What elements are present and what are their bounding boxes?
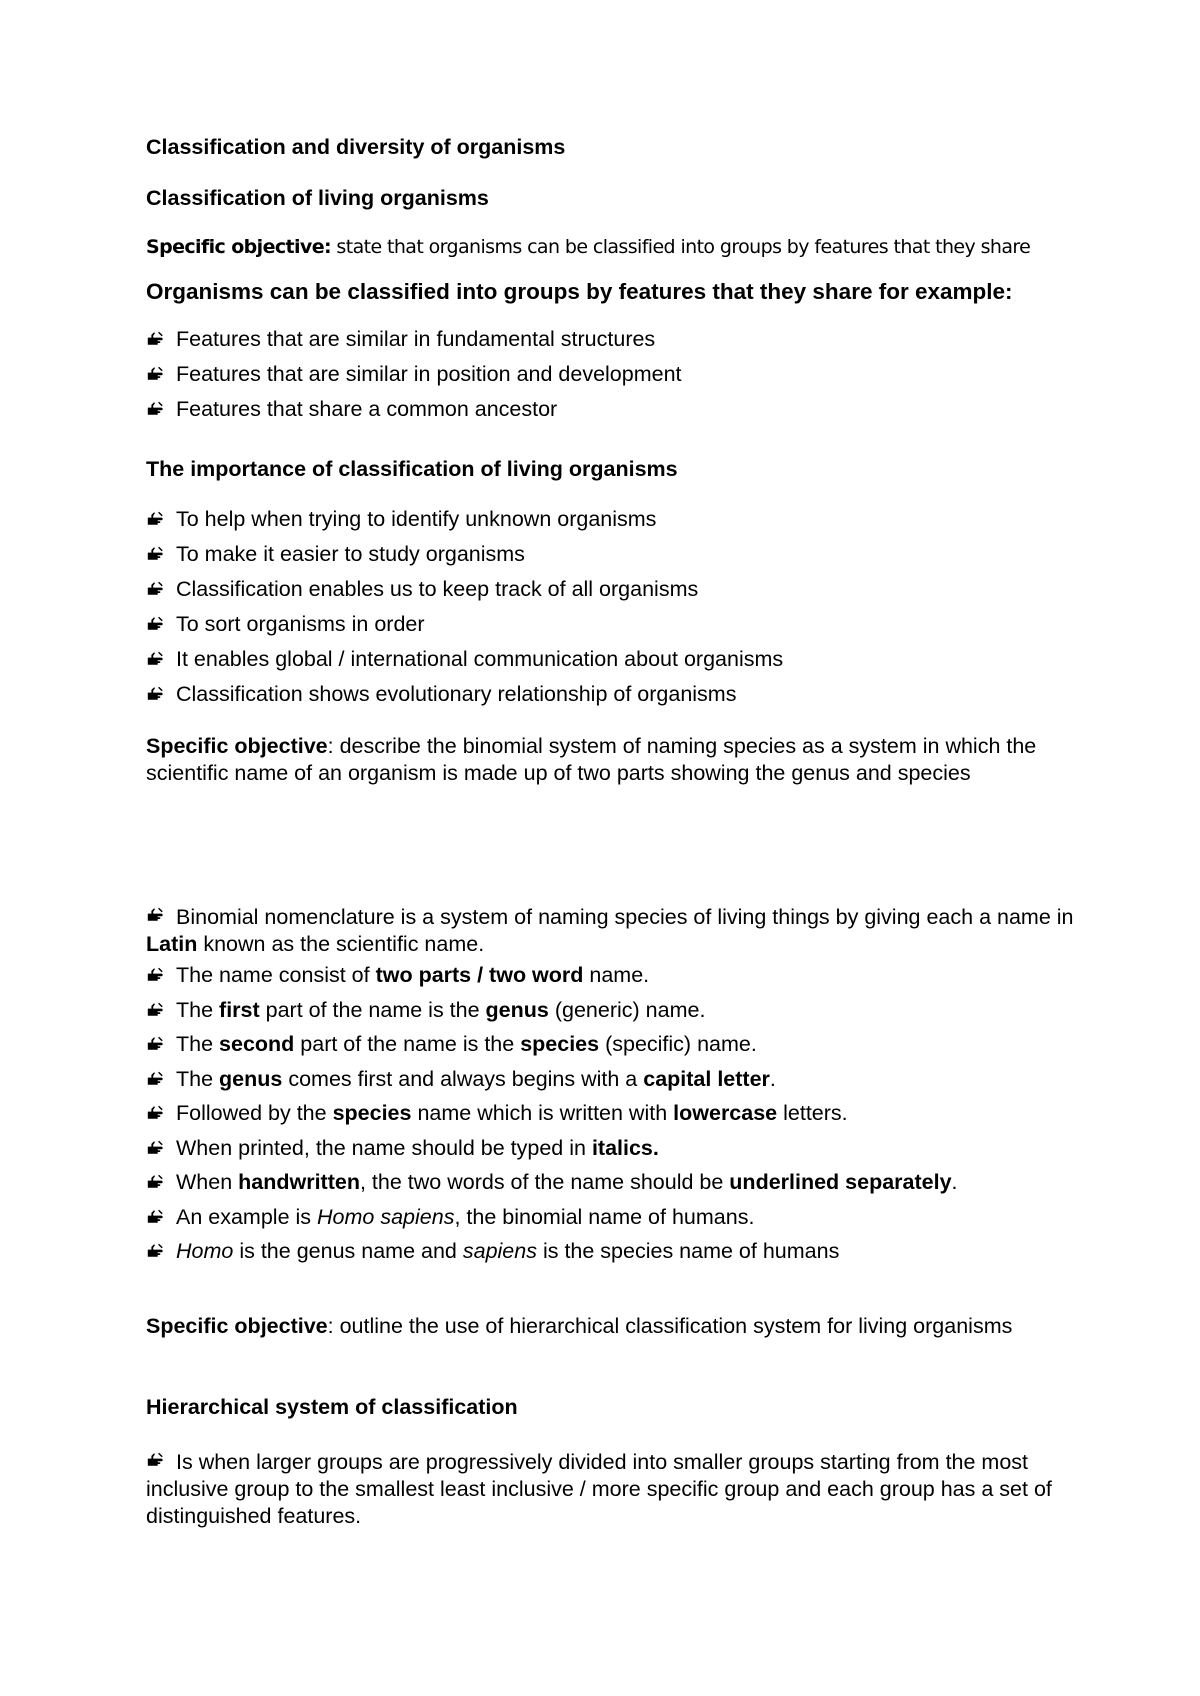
list-item: Homo is the genus name and sapiens is the species name of humans (146, 1238, 958, 1273)
writing-hand-icon (146, 1451, 176, 1471)
page-title: Classification and diversity of organisms (146, 135, 566, 159)
list-item: To help when trying to identify unknown organisms (146, 506, 783, 541)
hierarchical-item: Is when larger groups are progressively divided into smaller groups starting from the most inclusive group to the smallest least inclusive / more specific group and each group has a set of distinguished features. (146, 1450, 1052, 1528)
features-list (146, 326, 682, 431)
list-item: Classification enables us to keep track of all organisms (146, 576, 783, 611)
objective-text: : describe the binomial system of naming species as a system in which the scientific name of an organism is made up of two parts showing the genus and species (146, 734, 1037, 785)
importance-heading: The importance of classification of living organisms (146, 457, 678, 481)
objective-label: Specific objective (146, 1314, 328, 1338)
list-item: Followed by the species name which is written with lowercase letters. (146, 1100, 958, 1135)
list-item: The genus comes first and always begins with a capital letter. (146, 1066, 958, 1101)
list-item: To make it easier to study organisms (146, 541, 783, 576)
binomial-intro: Binomial nomenclature is a system of naming species of living things by giving each a name in Latin known as the scientific name. (146, 905, 1074, 956)
list-item: When printed, the name should be typed in italics. (146, 1135, 958, 1170)
specific-objective-3 (146, 1313, 1081, 1340)
hierarchical-heading: Hierarchical system of classification (146, 1395, 518, 1419)
list-item: Features that are similar in position and development (146, 361, 682, 396)
writing-hand-icon (146, 906, 176, 926)
list-item: An example is Homo sapiens, the binomial name of humans. (146, 1204, 958, 1239)
objective-label: Specific objective (146, 734, 328, 758)
list-item: Classification shows evolutionary relationship of organisms (146, 681, 783, 716)
list-item: Features that share a common ancestor (146, 396, 682, 431)
importance-list (146, 506, 783, 716)
list-item: The first part of the name is the genus (generic) name. (146, 997, 958, 1032)
objective-label: Specific objective: (146, 236, 331, 258)
list-item: When handwritten, the two words of the name should be underlined separately. (146, 1169, 958, 1204)
list-item: Features that are similar in fundamental structures (146, 326, 682, 361)
objective-text: : outline the use of hierarchical classification system for living organisms (327, 1314, 1013, 1338)
binomial-list (146, 962, 958, 1273)
objective-text: state that organisms can be classified into groups by features that they share (330, 236, 1031, 258)
list-item: The second part of the name is the species (specific) name. (146, 1031, 958, 1066)
section-heading-classification: Classification of living organisms (146, 186, 489, 210)
specific-objective-2 (146, 733, 1081, 787)
list-item: It enables global / international communication about organisms (146, 646, 783, 681)
specific-objective-1 (146, 236, 1030, 258)
features-heading: Organisms can be classified into groups by features that they share for example: (146, 279, 1013, 304)
list-item: To sort organisms in order (146, 611, 783, 646)
list-item: The name consist of two parts / two word name. (146, 962, 958, 997)
